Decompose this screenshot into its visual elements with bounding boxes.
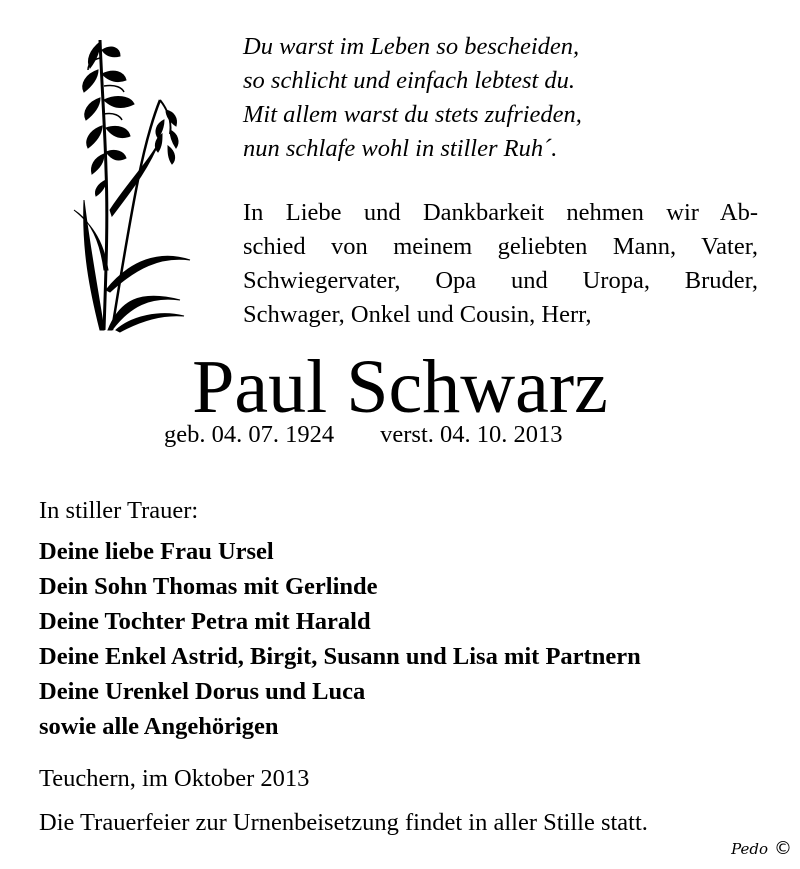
life-dates [164,418,563,452]
grass-plant-icon [60,30,200,340]
deceased-name: Paul Schwarz [192,345,608,429]
intro-line: schied von meinem geliebten Mann, Vater, [243,233,758,260]
mourner-line: Deine Enkel Astrid, Birgit, Susann und Lisa mit Partnern [39,643,641,670]
intro-line: Schwager, Onkel und Cousin, Herr, [243,301,592,328]
place-date: Teuchern, im Oktober 2013 [39,765,310,792]
intro-line: In Liebe und Dankbarkeit nehmen wir Ab- [243,199,758,226]
intro-paragraph [243,196,758,332]
poem [243,30,582,166]
copyright-symbol: © [774,838,792,859]
mourning-label: In stiller Trauer: [39,497,199,524]
poem-line: nun schlafe wohl in stiller Ruh´. [243,135,558,162]
poem-line: Mit allem warst du stets zufrieden, [243,101,582,128]
death-date: verst. 04. 10. 2013 [380,421,563,448]
mourner-line: Deine Tochter Petra mit Harald [39,608,371,635]
poem-line: so schlicht und einfach lebtest du. [243,67,576,94]
designer-credit [731,838,792,861]
mourners-list [39,534,641,744]
birth-date: geb. 04. 07. 1924 [164,421,335,448]
intro-line: Schwiegervater, Opa und Uropa, Bruder, [243,267,758,294]
mourner-line: Deine liebe Frau Ursel [39,538,274,565]
mourner-line: Dein Sohn Thomas mit Gerlinde [39,573,378,600]
mourner-line: Deine Urenkel Dorus und Luca [39,678,366,705]
ceremony-note: Die Trauerfeier zur Urnenbeisetzung findet in aller Stille statt. [39,809,648,836]
designer-signature: Pedo [731,840,768,858]
mourner-line: sowie alle Angehörigen [39,713,279,740]
poem-line: Du warst im Leben so bescheiden, [243,33,580,60]
